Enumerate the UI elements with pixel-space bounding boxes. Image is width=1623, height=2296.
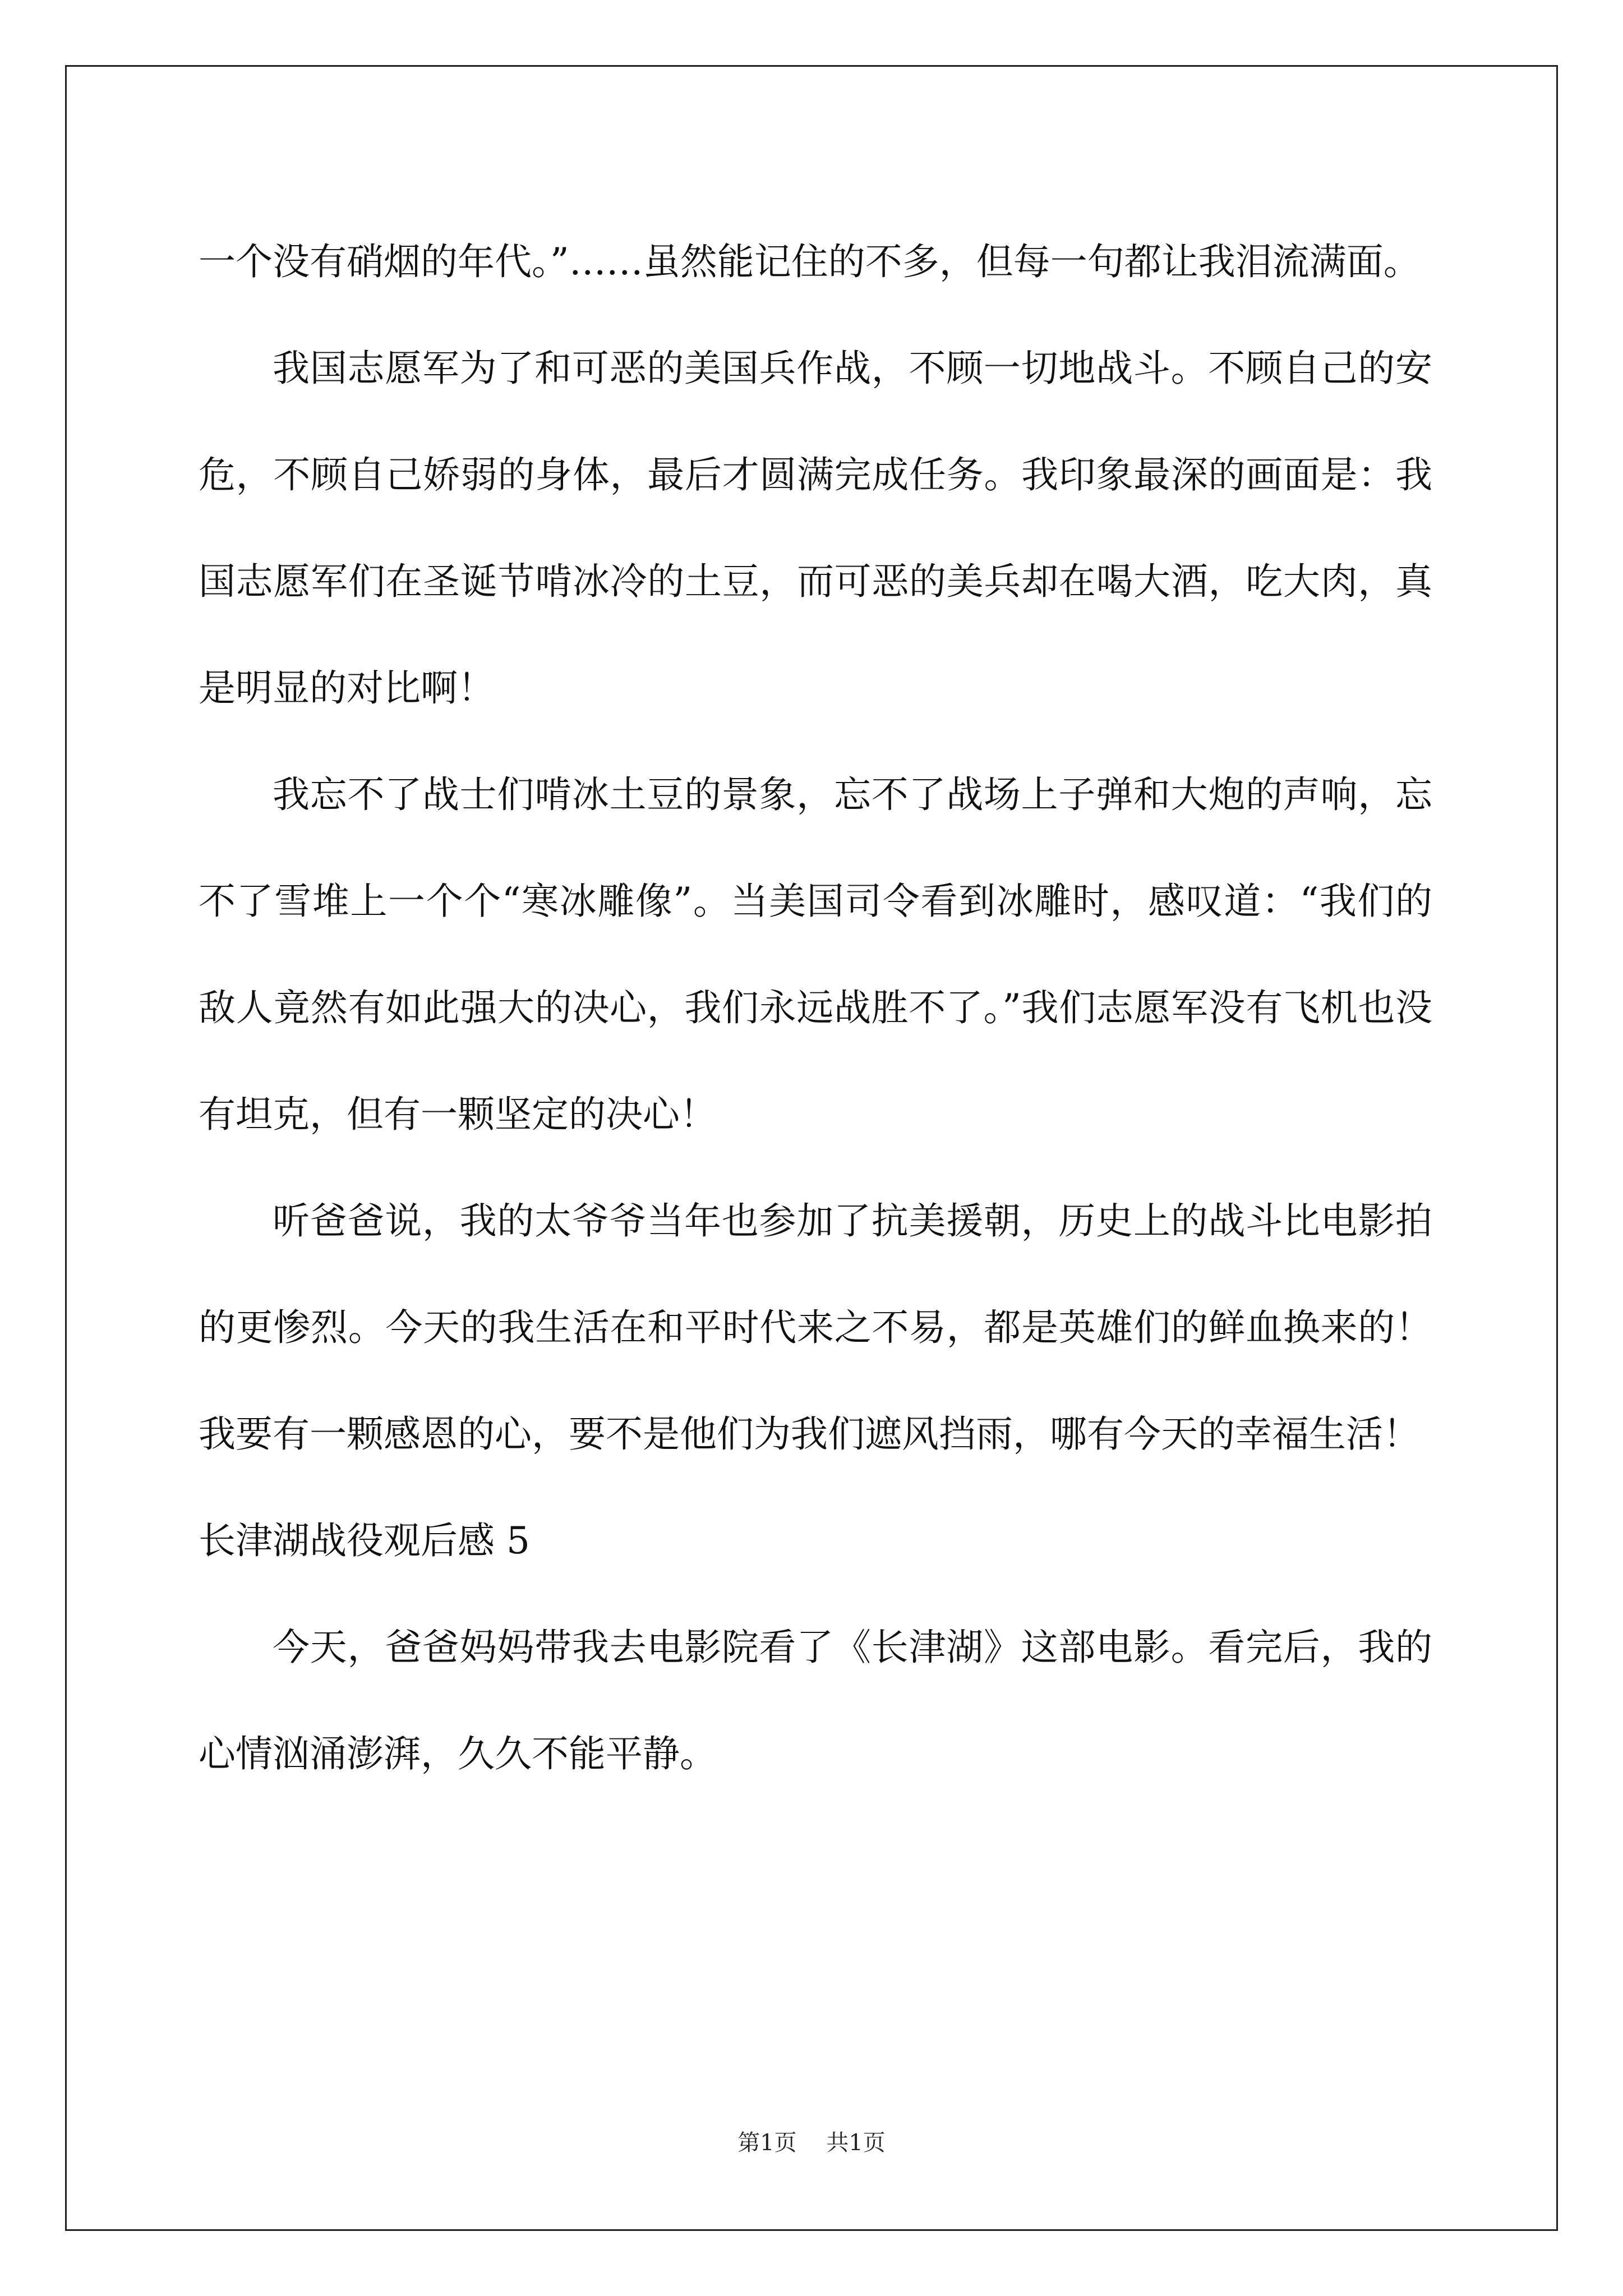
page-total: 共1页	[826, 2130, 886, 2156]
page-footer	[0, 2126, 1623, 2160]
document-body	[199, 209, 1432, 1807]
paragraph-5: 今天，爸爸妈妈带我去电影院看了《长津湖》这部电影。看完后，我的心情汹涌澎湃，久久不能平静。	[199, 1626, 1432, 1775]
section-heading: 长津湖战役观后感 5	[199, 1519, 530, 1562]
paragraph-3: 我忘不了战士们啃冰土豆的景象，忘不了战场上子弹和大炮的声响，忘不了雪堆上一个个“寒冰雕像”。当美国司令看到冰雕时，感叹道：“我们的敌人竟然有如此强大的决心，我们永远战胜不了。”我们志愿军没有飞机也没有坦克，但有一颗坚定的决心！	[199, 773, 1432, 1136]
paragraph-2: 我国志愿军为了和可恶的美国兵作战，不顾一切地战斗。不顾自己的安危，不顾自己娇弱的身体，最后才圆满完成任务。我印象最深的画面是：我国志愿军们在圣诞节啃冰冷的土豆，而可恶的美兵却在喝大酒，吃大肉，真是明显的对比啊！	[199, 347, 1432, 710]
page-number: 第1页	[737, 2130, 797, 2156]
paragraph-1: 一个没有硝烟的年代。”……虽然能记住的不多，但每一句都让我泪流满面。	[199, 240, 1421, 283]
paragraph-4: 听爸爸说，我的太爷爷当年也参加了抗美援朝，历史上的战斗比电影拍的更惨烈。今天的我生活在和平时代来之不易，都是英雄们的鲜血换来的！我要有一颗感恩的心，要不是他们为我们遮风挡雨，哪有今天的幸福生活！	[199, 1199, 1432, 1456]
